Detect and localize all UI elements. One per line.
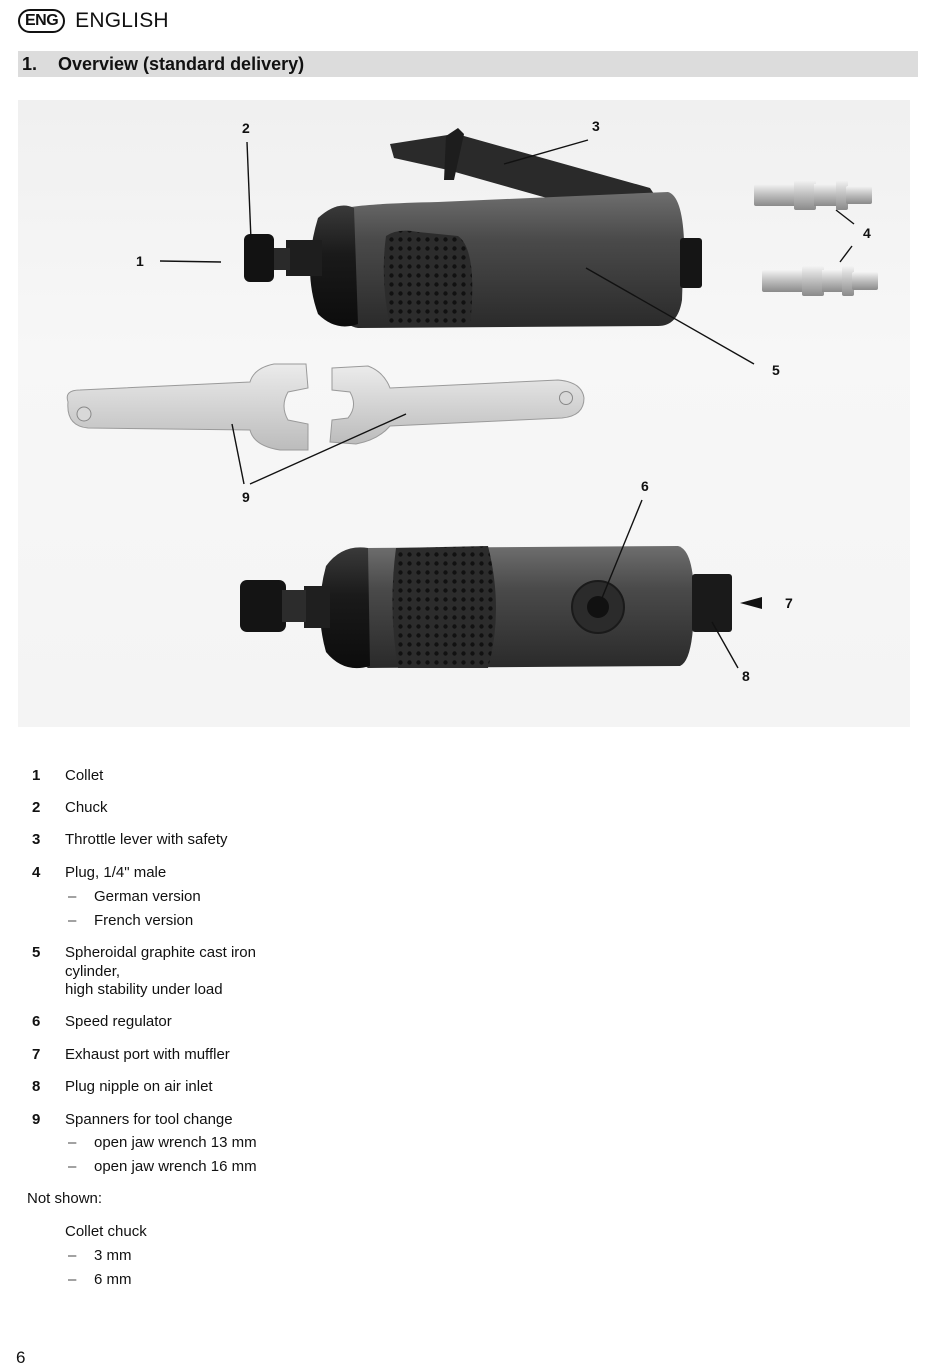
dash-bullet: –	[68, 1158, 77, 1175]
legend-number: 8	[32, 1078, 41, 1095]
legend-subtext: 6 mm	[94, 1271, 132, 1288]
dash-bullet: –	[68, 1271, 77, 1288]
dash-bullet: –	[68, 912, 77, 929]
grinder-bottom	[240, 546, 732, 668]
language-badge: ENG	[18, 9, 65, 33]
dash-bullet: –	[68, 888, 77, 905]
dash-bullet: –	[68, 1134, 77, 1151]
legend-text: Spheroidal graphite cast iron	[65, 944, 256, 961]
legend-text: high stability under load	[65, 981, 223, 998]
grinder-top	[244, 128, 702, 328]
legend-number: 5	[32, 944, 41, 961]
legend-number: 6	[32, 1013, 41, 1030]
legend-number: 7	[32, 1046, 41, 1063]
callout-8: 8	[742, 668, 750, 684]
callout-2: 2	[242, 120, 250, 136]
legend-text: Collet	[65, 767, 104, 784]
product-overview-photo	[18, 100, 910, 727]
exhaust-arrow-icon	[740, 597, 762, 609]
page-number: 6	[16, 1348, 26, 1367]
legend-subtext: French version	[94, 912, 194, 929]
legend-number: 3	[32, 831, 41, 848]
legend-subtext: open jaw wrench 16 mm	[94, 1158, 257, 1175]
legend-subtext: open jaw wrench 13 mm	[94, 1134, 257, 1151]
callout-4: 4	[863, 225, 871, 241]
legend-number: 4	[32, 864, 41, 881]
legend-number: 9	[32, 1111, 41, 1128]
dash-bullet: –	[68, 1247, 77, 1264]
callout-7: 7	[785, 595, 793, 611]
not-shown-item: Collet chuck	[65, 1223, 147, 1240]
legend-text: Exhaust port with muffler	[65, 1046, 230, 1063]
section-title: Overview (standard delivery)	[58, 53, 305, 74]
legend-text: Spanners for tool change	[65, 1111, 233, 1128]
legend-text: cylinder,	[65, 963, 121, 980]
callout-1: 1	[136, 253, 144, 269]
legend-text: Chuck	[65, 799, 108, 816]
legend-number: 2	[32, 799, 41, 816]
language-name: ENGLISH	[75, 9, 169, 32]
legend-text: Speed regulator	[65, 1013, 172, 1030]
language-header	[18, 8, 169, 34]
callout-6: 6	[641, 478, 649, 494]
not-shown-label: Not shown:	[27, 1190, 103, 1207]
product-illustration	[18, 100, 910, 727]
callout-3: 3	[592, 118, 600, 134]
legend-text: Plug nipple on air inlet	[65, 1078, 213, 1095]
callout-9: 9	[242, 489, 250, 505]
spanners	[67, 364, 584, 450]
air-plugs	[754, 180, 878, 296]
section-number: 1.	[22, 53, 38, 74]
legend-text: Plug, 1/4" male	[65, 864, 167, 881]
legend-subtext: 3 mm	[94, 1247, 132, 1264]
callout-5: 5	[772, 362, 780, 378]
legend-subtext: German version	[94, 888, 201, 905]
legend-number: 1	[32, 767, 41, 784]
legend-text: Throttle lever with safety	[65, 831, 228, 848]
section-heading	[18, 51, 918, 77]
